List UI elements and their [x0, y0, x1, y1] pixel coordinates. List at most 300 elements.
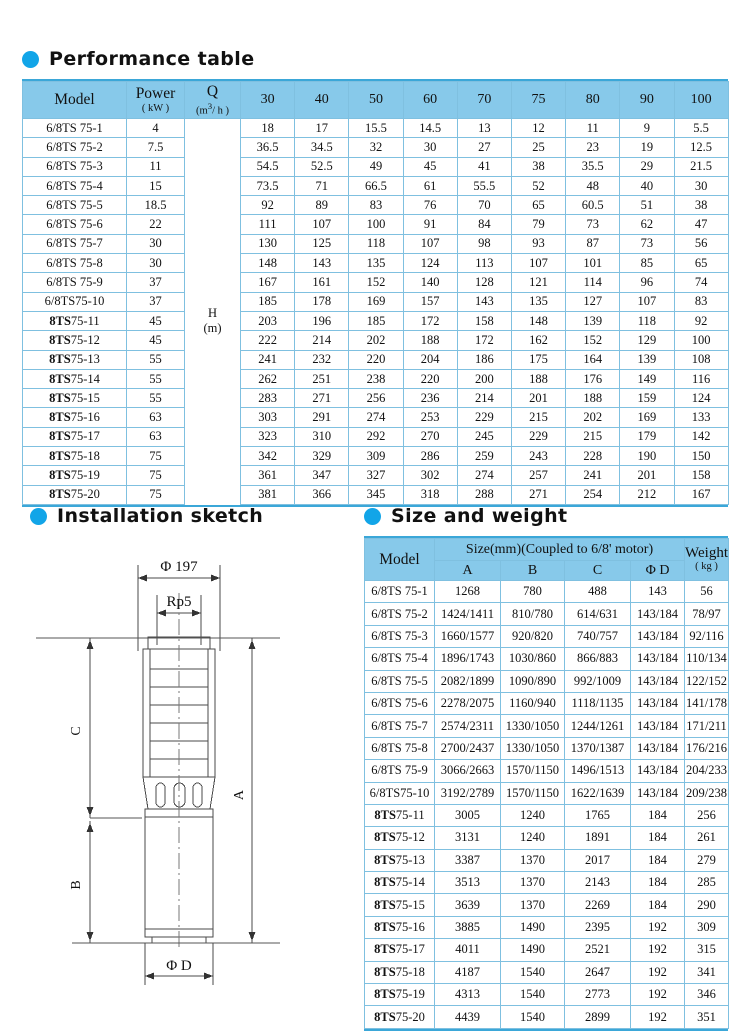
cell-dim-b: 1370	[501, 872, 565, 894]
cell-head-80: 48	[566, 176, 620, 195]
cell-head-100: 92	[674, 311, 728, 330]
cell-weight: 315	[685, 939, 729, 961]
cell-head-90: 9	[620, 119, 674, 138]
table-row	[365, 872, 729, 894]
table-row	[365, 804, 729, 826]
header-weight: Weight ( kg )	[685, 539, 729, 581]
cell-head-100: 167	[674, 485, 728, 504]
cell-power: 22	[127, 215, 185, 234]
table-row	[365, 916, 729, 938]
cell-q-spacer-bottom	[185, 350, 241, 504]
cell-head-90: 169	[620, 408, 674, 427]
cell-dim-c: 740/757	[565, 625, 631, 647]
cell-dim-c: 614/631	[565, 603, 631, 625]
cell-head-75: 79	[511, 215, 565, 234]
cell-dim-d: 143/184	[631, 648, 685, 670]
cell-head-90: 201	[620, 466, 674, 485]
table-row	[23, 331, 729, 350]
cell-dim-d: 143/184	[631, 782, 685, 804]
cell-head-80: 202	[566, 408, 620, 427]
table-row	[365, 581, 729, 603]
table-row	[23, 254, 729, 273]
cell-head-75: 121	[511, 273, 565, 292]
cell-head-80: 11	[566, 119, 620, 138]
cell-head-70: 98	[457, 234, 511, 253]
cell-head-75: 12	[511, 119, 565, 138]
cell-dim-c: 2647	[565, 961, 631, 983]
cell-model: 8TS75-18	[365, 961, 435, 983]
performance-table-section	[22, 48, 728, 507]
header-model: Model	[23, 82, 127, 119]
header-flow-90: 90	[620, 82, 674, 119]
cell-head-60: 220	[403, 369, 457, 388]
table-row	[23, 196, 729, 215]
cell-dim-b: 1370	[501, 849, 565, 871]
cell-head-100: 38	[674, 196, 728, 215]
cell-head-40: 125	[295, 234, 349, 253]
cell-dim-a: 2278/2075	[435, 692, 501, 714]
cell-weight: 209/238	[685, 782, 729, 804]
cell-dim-a: 4313	[435, 984, 501, 1006]
cell-model: 6/8TS 75-9	[365, 760, 435, 782]
cell-head-90: 85	[620, 254, 674, 273]
cell-head-75: 188	[511, 369, 565, 388]
cell-head-60: 45	[403, 157, 457, 176]
dimension-label-c: C	[69, 726, 84, 736]
cell-dim-a: 2574/2311	[435, 715, 501, 737]
cell-dim-b: 1540	[501, 984, 565, 1006]
cell-head-30: 130	[241, 234, 295, 253]
cell-dim-b: 920/820	[501, 625, 565, 647]
cell-dim-b: 1160/940	[501, 692, 565, 714]
cell-head-60: 124	[403, 254, 457, 273]
cell-q-spacer-top	[185, 119, 241, 293]
cell-dim-c: 866/883	[565, 648, 631, 670]
cell-weight: 92/116	[685, 625, 729, 647]
cell-head-100: 65	[674, 254, 728, 273]
cell-head-50: 169	[349, 292, 403, 311]
cell-weight: 56	[685, 581, 729, 603]
table-row	[365, 737, 729, 759]
table-row	[365, 849, 729, 871]
cell-head-50: 66.5	[349, 176, 403, 195]
cell-dim-d: 143/184	[631, 692, 685, 714]
table-row	[365, 984, 729, 1006]
cell-head-40: 196	[295, 311, 349, 330]
cell-power: 63	[127, 408, 185, 427]
cell-head-60: 236	[403, 389, 457, 408]
header-dim-d: Φ D	[631, 561, 685, 581]
cell-dim-b: 1240	[501, 804, 565, 826]
cell-power: 55	[127, 369, 185, 388]
cell-head-70: 41	[457, 157, 511, 176]
cell-head-70: 113	[457, 254, 511, 273]
cell-head-60: 157	[403, 292, 457, 311]
cell-head-50: 238	[349, 369, 403, 388]
cell-head-30: 283	[241, 389, 295, 408]
bullet-icon	[22, 51, 39, 68]
cell-model: 8TS75-15	[23, 389, 127, 408]
cell-model: 6/8TS 75-3	[365, 625, 435, 647]
cell-dim-c: 2017	[565, 849, 631, 871]
cell-head-100: 142	[674, 427, 728, 446]
cell-head-30: 92	[241, 196, 295, 215]
header-flow-50: 50	[349, 82, 403, 119]
cell-head-100: 116	[674, 369, 728, 388]
table-row	[365, 760, 729, 782]
cell-power: 18.5	[127, 196, 185, 215]
cell-head-30: 185	[241, 292, 295, 311]
cell-head-40: 329	[295, 447, 349, 466]
cell-dim-c: 2143	[565, 872, 631, 894]
cell-dim-b: 1330/1050	[501, 715, 565, 737]
header-flow-unit: ($m^3/$ h )	[196, 100, 229, 117]
cell-dim-a: 3387	[435, 849, 501, 871]
table-row	[365, 1006, 729, 1028]
cell-power: 63	[127, 427, 185, 446]
cell-power: 11	[127, 157, 185, 176]
cell-weight: 309	[685, 916, 729, 938]
cell-dim-c: 2521	[565, 939, 631, 961]
cell-head-75: 135	[511, 292, 565, 311]
cell-head-80: 215	[566, 427, 620, 446]
cell-head-100: 21.5	[674, 157, 728, 176]
cell-head-100: 133	[674, 408, 728, 427]
cell-weight: 346	[685, 984, 729, 1006]
cell-dim-d: 184	[631, 894, 685, 916]
cell-head-60: 14.5	[403, 119, 457, 138]
cell-dim-d: 143/184	[631, 737, 685, 759]
cell-head-30: 342	[241, 447, 295, 466]
cell-head-75: 65	[511, 196, 565, 215]
header-flow-30: 30	[241, 82, 295, 119]
cell-head-50: 49	[349, 157, 403, 176]
cell-head-60: 270	[403, 427, 457, 446]
cell-dim-a: 3066/2663	[435, 760, 501, 782]
cell-head-30: 36.5	[241, 138, 295, 157]
cell-model: 6/8TS 75-8	[23, 254, 127, 273]
cell-head-80: 228	[566, 447, 620, 466]
cell-head-40: 107	[295, 215, 349, 234]
table-row	[23, 369, 729, 388]
table-row	[23, 292, 729, 311]
cell-model: 6/8TS75-10	[365, 782, 435, 804]
cell-head-40: 232	[295, 350, 349, 369]
cell-head-70: 229	[457, 408, 511, 427]
cell-head-80: 241	[566, 466, 620, 485]
cell-dim-c: 1891	[565, 827, 631, 849]
cell-head-70: 128	[457, 273, 511, 292]
cell-dim-c: 1244/1261	[565, 715, 631, 737]
bullet-icon	[364, 508, 381, 525]
cell-head-70: 13	[457, 119, 511, 138]
cell-dim-d: 192	[631, 984, 685, 1006]
cell-power: 75	[127, 447, 185, 466]
cell-model: 6/8TS 75-4	[23, 176, 127, 195]
header-flow-60: 60	[403, 82, 457, 119]
cell-head-80: 35.5	[566, 157, 620, 176]
header-flow-80: 80	[566, 82, 620, 119]
performance-table-wrapper	[22, 79, 728, 507]
cell-head-100: 12.5	[674, 138, 728, 157]
cell-head-30: 73.5	[241, 176, 295, 195]
cell-head-60: 91	[403, 215, 457, 234]
cell-dim-a: 2700/2437	[435, 737, 501, 759]
cell-dim-b: 1570/1150	[501, 760, 565, 782]
table-row	[365, 894, 729, 916]
cell-model: 6/8TS 75-7	[365, 715, 435, 737]
cell-head-40: 89	[295, 196, 349, 215]
cell-head-100: 47	[674, 215, 728, 234]
cell-model: 6/8TS 75-7	[23, 234, 127, 253]
size-table-body	[365, 581, 729, 1029]
cell-head-60: 107	[403, 234, 457, 253]
header-power: Power ( kW )	[127, 82, 185, 119]
cell-model: 8TS75-13	[365, 849, 435, 871]
table-header-row	[23, 82, 729, 119]
cell-model: 8TS75-16	[365, 916, 435, 938]
cell-head-70: 70	[457, 196, 511, 215]
cell-head-50: 292	[349, 427, 403, 446]
cell-head-75: 175	[511, 350, 565, 369]
cell-head-50: 152	[349, 273, 403, 292]
cell-dim-a: 3513	[435, 872, 501, 894]
table-row	[23, 389, 729, 408]
cell-head-100: 150	[674, 447, 728, 466]
cell-weight: 290	[685, 894, 729, 916]
cell-head-70: 158	[457, 311, 511, 330]
cell-dim-c: 2773	[565, 984, 631, 1006]
cell-dim-d: 143/184	[631, 603, 685, 625]
cell-head-80: 127	[566, 292, 620, 311]
cell-dim-a: 1896/1743	[435, 648, 501, 670]
cell-head-60: 76	[403, 196, 457, 215]
cell-head-90: 179	[620, 427, 674, 446]
cell-dim-b: 780	[501, 581, 565, 603]
cell-model: 8TS75-15	[365, 894, 435, 916]
cell-model: 6/8TS 75-5	[23, 196, 127, 215]
cell-head-60: 318	[403, 485, 457, 504]
table-row	[365, 648, 729, 670]
performance-section-title: Performance table	[49, 48, 255, 70]
size-section-title: Size and weight	[391, 505, 568, 527]
cell-head-90: 212	[620, 485, 674, 504]
cell-dim-a: 3639	[435, 894, 501, 916]
cell-head-75: 201	[511, 389, 565, 408]
cell-dim-b: 810/780	[501, 603, 565, 625]
cell-head-80: 254	[566, 485, 620, 504]
cell-head-75: 25	[511, 138, 565, 157]
cell-dim-a: 2082/1899	[435, 670, 501, 692]
cell-head-90: 62	[620, 215, 674, 234]
cell-head-60: 204	[403, 350, 457, 369]
cell-dim-c: 992/1009	[565, 670, 631, 692]
cell-weight: 176/216	[685, 737, 729, 759]
cell-weight: 204/233	[685, 760, 729, 782]
cell-head-75: 107	[511, 254, 565, 273]
cell-dim-d: 192	[631, 1006, 685, 1028]
cell-weight: 141/178	[685, 692, 729, 714]
table-row	[23, 466, 729, 485]
cell-dim-d: 184	[631, 849, 685, 871]
dimension-label-thread: Rp5	[166, 594, 192, 610]
size-section-header	[364, 505, 728, 527]
cell-model: 6/8TS 75-2	[23, 138, 127, 157]
cell-dim-a: 4439	[435, 1006, 501, 1028]
bullet-icon	[30, 508, 47, 525]
cell-head-60: 30	[403, 138, 457, 157]
cell-dim-d: 192	[631, 961, 685, 983]
cell-weight: 171/211	[685, 715, 729, 737]
cell-model: 8TS75-19	[23, 466, 127, 485]
cell-head-80: 73	[566, 215, 620, 234]
header-size-group: Size(mm)(Coupled to 6/8' motor)	[435, 539, 685, 561]
cell-head-80: 188	[566, 389, 620, 408]
cell-model: 6/8TS 75-9	[23, 273, 127, 292]
cell-dim-d: 143/184	[631, 625, 685, 647]
pump-installation-drawing	[30, 533, 360, 1003]
cell-model: 8TS75-18	[23, 447, 127, 466]
cell-dim-d: 192	[631, 939, 685, 961]
table-row	[365, 782, 729, 804]
cell-dim-c: 1370/1387	[565, 737, 631, 759]
size-table-wrapper	[364, 536, 728, 1031]
cell-head-90: 190	[620, 447, 674, 466]
cell-dim-b: 1540	[501, 961, 565, 983]
cell-head-90: 159	[620, 389, 674, 408]
cell-head-30: 381	[241, 485, 295, 504]
cell-model: 8TS75-12	[365, 827, 435, 849]
cell-head-70: 55.5	[457, 176, 511, 195]
cell-dim-a: 1424/1411	[435, 603, 501, 625]
dimension-label-top-diameter: Φ 197	[160, 559, 198, 575]
cell-head-40: 52.5	[295, 157, 349, 176]
cell-model: 6/8TS 75-8	[365, 737, 435, 759]
size-table-head	[365, 539, 729, 581]
cell-model: 8TS75-14	[23, 369, 127, 388]
cell-power: 30	[127, 234, 185, 253]
cell-power: 7.5	[127, 138, 185, 157]
cell-power: 45	[127, 311, 185, 330]
cell-dim-b: 1090/890	[501, 670, 565, 692]
cell-dim-b: 1490	[501, 916, 565, 938]
cell-head-90: 51	[620, 196, 674, 215]
cell-head-30: 303	[241, 408, 295, 427]
cell-weight: 279	[685, 849, 729, 871]
sketch-section-header	[30, 505, 360, 527]
cell-head-30: 241	[241, 350, 295, 369]
cell-head-60: 302	[403, 466, 457, 485]
cell-head-50: 135	[349, 254, 403, 273]
cell-head-90: 19	[620, 138, 674, 157]
cell-dim-d: 143	[631, 581, 685, 603]
cell-head-75: 243	[511, 447, 565, 466]
cell-head-80: 101	[566, 254, 620, 273]
table-row	[23, 408, 729, 427]
cell-model: 8TS75-14	[365, 872, 435, 894]
cell-model: 8TS75-11	[23, 311, 127, 330]
performance-table-head	[23, 82, 729, 119]
cell-model: 8TS75-17	[23, 427, 127, 446]
cell-dim-c: 1496/1513	[565, 760, 631, 782]
cell-head-40: 271	[295, 389, 349, 408]
cell-power: 15	[127, 176, 185, 195]
header-dim-c: C	[565, 561, 631, 581]
cell-head-30: 54.5	[241, 157, 295, 176]
cell-head-70: 214	[457, 389, 511, 408]
cell-head-70: 200	[457, 369, 511, 388]
cell-dim-a: 3131	[435, 827, 501, 849]
cell-weight: 351	[685, 1006, 729, 1028]
cell-head-50: 309	[349, 447, 403, 466]
cell-head-75: 162	[511, 331, 565, 350]
table-row	[23, 138, 729, 157]
table-row	[365, 939, 729, 961]
cell-power: 30	[127, 254, 185, 273]
cell-power: 75	[127, 466, 185, 485]
cell-dim-d: 184	[631, 872, 685, 894]
header-dim-b: B	[501, 561, 565, 581]
cell-model: 8TS75-13	[23, 350, 127, 369]
cell-head-40: 251	[295, 369, 349, 388]
cell-dim-b: 1540	[501, 1006, 565, 1028]
installation-sketch-section	[30, 505, 360, 1003]
cell-head-40: 347	[295, 466, 349, 485]
cell-power: 55	[127, 389, 185, 408]
cell-head-50: 100	[349, 215, 403, 234]
cell-head-80: 164	[566, 350, 620, 369]
table-row	[23, 273, 729, 292]
cell-weight: 110/134	[685, 648, 729, 670]
cell-power: 4	[127, 119, 185, 138]
cell-model: 6/8TS 75-6	[365, 692, 435, 714]
cell-head-70: 245	[457, 427, 511, 446]
cell-dim-b: 1570/1150	[501, 782, 565, 804]
cell-head-80: 176	[566, 369, 620, 388]
cell-head-60: 253	[403, 408, 457, 427]
cell-head-50: 345	[349, 485, 403, 504]
cell-head-60: 188	[403, 331, 457, 350]
cell-head-70: 84	[457, 215, 511, 234]
dimension-label-b: B	[69, 880, 84, 890]
cell-power: 55	[127, 350, 185, 369]
cell-head-100: 108	[674, 350, 728, 369]
cell-head-40: 17	[295, 119, 349, 138]
cell-weight: 261	[685, 827, 729, 849]
cell-dim-d: 184	[631, 827, 685, 849]
cell-head-50: 185	[349, 311, 403, 330]
cell-head-80: 60.5	[566, 196, 620, 215]
performance-table	[22, 81, 729, 505]
cell-model: 8TS75-12	[23, 331, 127, 350]
cell-model: 6/8TS 75-2	[365, 603, 435, 625]
cell-head-75: 93	[511, 234, 565, 253]
cell-head-75: 271	[511, 485, 565, 504]
table-row	[365, 827, 729, 849]
cell-head-70: 27	[457, 138, 511, 157]
cell-head-30: 361	[241, 466, 295, 485]
cell-dim-a: 4187	[435, 961, 501, 983]
cell-dim-a: 3192/2789	[435, 782, 501, 804]
cell-model: 6/8TS 75-1	[23, 119, 127, 138]
cell-head-40: 366	[295, 485, 349, 504]
cell-dim-b: 1330/1050	[501, 737, 565, 759]
cell-head-75: 215	[511, 408, 565, 427]
header-flow-q: Q ($m^3/$ h )	[185, 82, 241, 119]
cell-head-60: 286	[403, 447, 457, 466]
cell-dim-a: 4011	[435, 939, 501, 961]
size-weight-section	[364, 505, 728, 1031]
